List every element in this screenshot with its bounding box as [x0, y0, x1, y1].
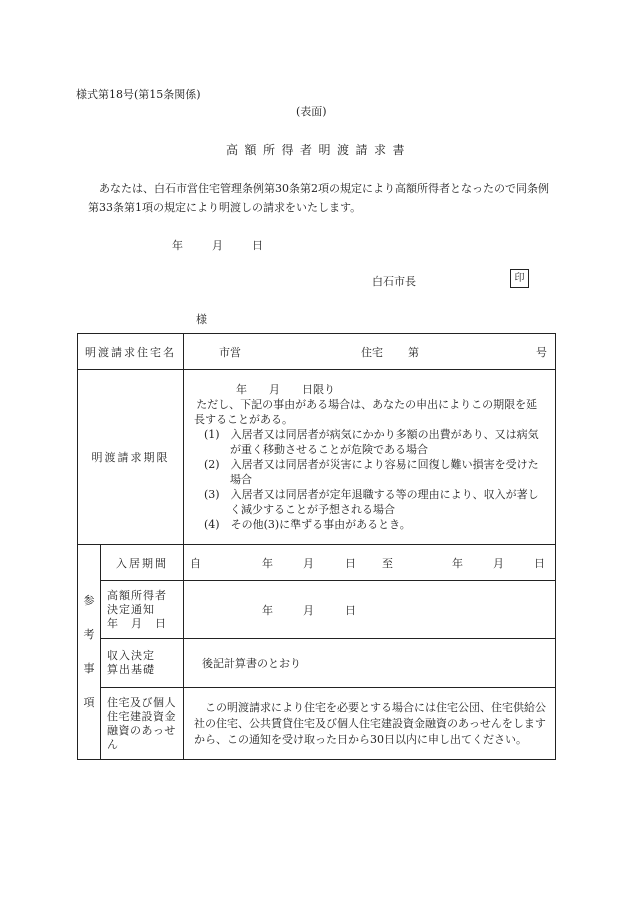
- mayor-name: 白石市長: [372, 275, 416, 288]
- form-number: 様式第18号(第15条関係): [76, 88, 201, 101]
- sankou-char: 事: [83, 662, 95, 675]
- jutaku-label: 住宅: [361, 345, 383, 359]
- go-label: 号: [536, 345, 547, 359]
- dai-label: 第: [408, 345, 419, 359]
- document-title: 高額所得者明渡請求書: [226, 143, 412, 157]
- loan-label: 住宅及び個人住宅建設資金融資のあっせん: [101, 688, 184, 760]
- sankou-char: 参: [83, 594, 95, 607]
- to-month: 月: [493, 556, 504, 570]
- deadline-date: 年 月 日限り: [236, 383, 335, 396]
- residence-period-cell: [184, 545, 556, 581]
- list-item: (1) 入居者又は同居者が病気にかかり多額の出費があり、又は病気が重く移動させることが危険である場合: [204, 428, 539, 456]
- notice-day: 日: [345, 603, 356, 617]
- label-line: 収入決定: [107, 649, 155, 662]
- addressee-suffix: 様: [196, 313, 207, 326]
- housing-name-cell: [184, 334, 556, 370]
- year-label: 年: [172, 239, 183, 252]
- from-label: 自: [190, 556, 201, 570]
- sankou-char: 考: [83, 628, 95, 641]
- extension-note: ただし、下記の事由がある場合は、あなたの申出によりこの期限を延長することがある。: [194, 398, 538, 426]
- side-label: (表面): [296, 105, 327, 118]
- decision-notice-cell: [184, 581, 556, 639]
- table-row: [78, 545, 556, 581]
- list-item: (4) その他(3)に準ずる事由があるとき。: [204, 518, 411, 531]
- label-line: 算出基礎: [107, 663, 155, 676]
- label-line: 年 月 日: [107, 616, 167, 630]
- notice-year: 年: [262, 603, 273, 617]
- label-line: 決定通知: [107, 602, 155, 616]
- request-paragraph: あなたは、白石市営住宅管理条例第30条第2項の規定により高額所得者となったので同条例第33条第1項の規定により明渡しの請求をいたします。: [88, 182, 549, 214]
- housing-name-label: 明渡請求住宅名: [78, 334, 184, 370]
- municipal-prefix: 市営: [219, 345, 241, 359]
- to-day: 日: [534, 556, 545, 570]
- month-label: 月: [212, 239, 223, 252]
- to-year: 年: [452, 556, 463, 570]
- deadline-label: 明渡請求期限: [78, 370, 184, 545]
- notice-month: 月: [303, 603, 314, 617]
- from-day: 日: [345, 556, 356, 570]
- table-row: [78, 581, 556, 639]
- seal-mark: 印: [510, 269, 529, 288]
- table-row: [78, 688, 556, 760]
- reference-items-label: [78, 545, 101, 760]
- day-label: 日: [252, 239, 263, 252]
- table-row: [78, 370, 556, 545]
- issue-date: [172, 237, 263, 253]
- income-basis-label: [101, 639, 184, 688]
- request-table: [77, 333, 556, 760]
- label-line: 高額所得者: [107, 588, 167, 602]
- deadline-cell: [184, 370, 556, 545]
- sankou-char: 項: [83, 696, 95, 709]
- list-item: (3) 入居者又は同居者が定年退職する等の理由により、収入が著しく減少することが予想される場合: [204, 488, 539, 516]
- loan-cell: この明渡請求により住宅を必要とする場合には住宅公団、住宅供給公社の住宅、公共賃貸住宅及び個人住宅建設資金融資のあっせんをしますから、この通知を受け取った日から30日以内に申し出てください。: [184, 688, 556, 760]
- from-month: 月: [303, 556, 314, 570]
- residence-period-label: 入居期間: [101, 545, 184, 581]
- list-item: (2) 入居者又は同居者が災害により容易に回復し難い損害を受けた場合: [204, 458, 539, 486]
- to-label: 至: [382, 556, 393, 570]
- from-year: 年: [262, 556, 273, 570]
- table-row: [78, 639, 556, 688]
- decision-notice-label: [101, 581, 184, 639]
- income-basis-cell: 後記計算書のとおり: [184, 639, 556, 688]
- table-row: [78, 334, 556, 370]
